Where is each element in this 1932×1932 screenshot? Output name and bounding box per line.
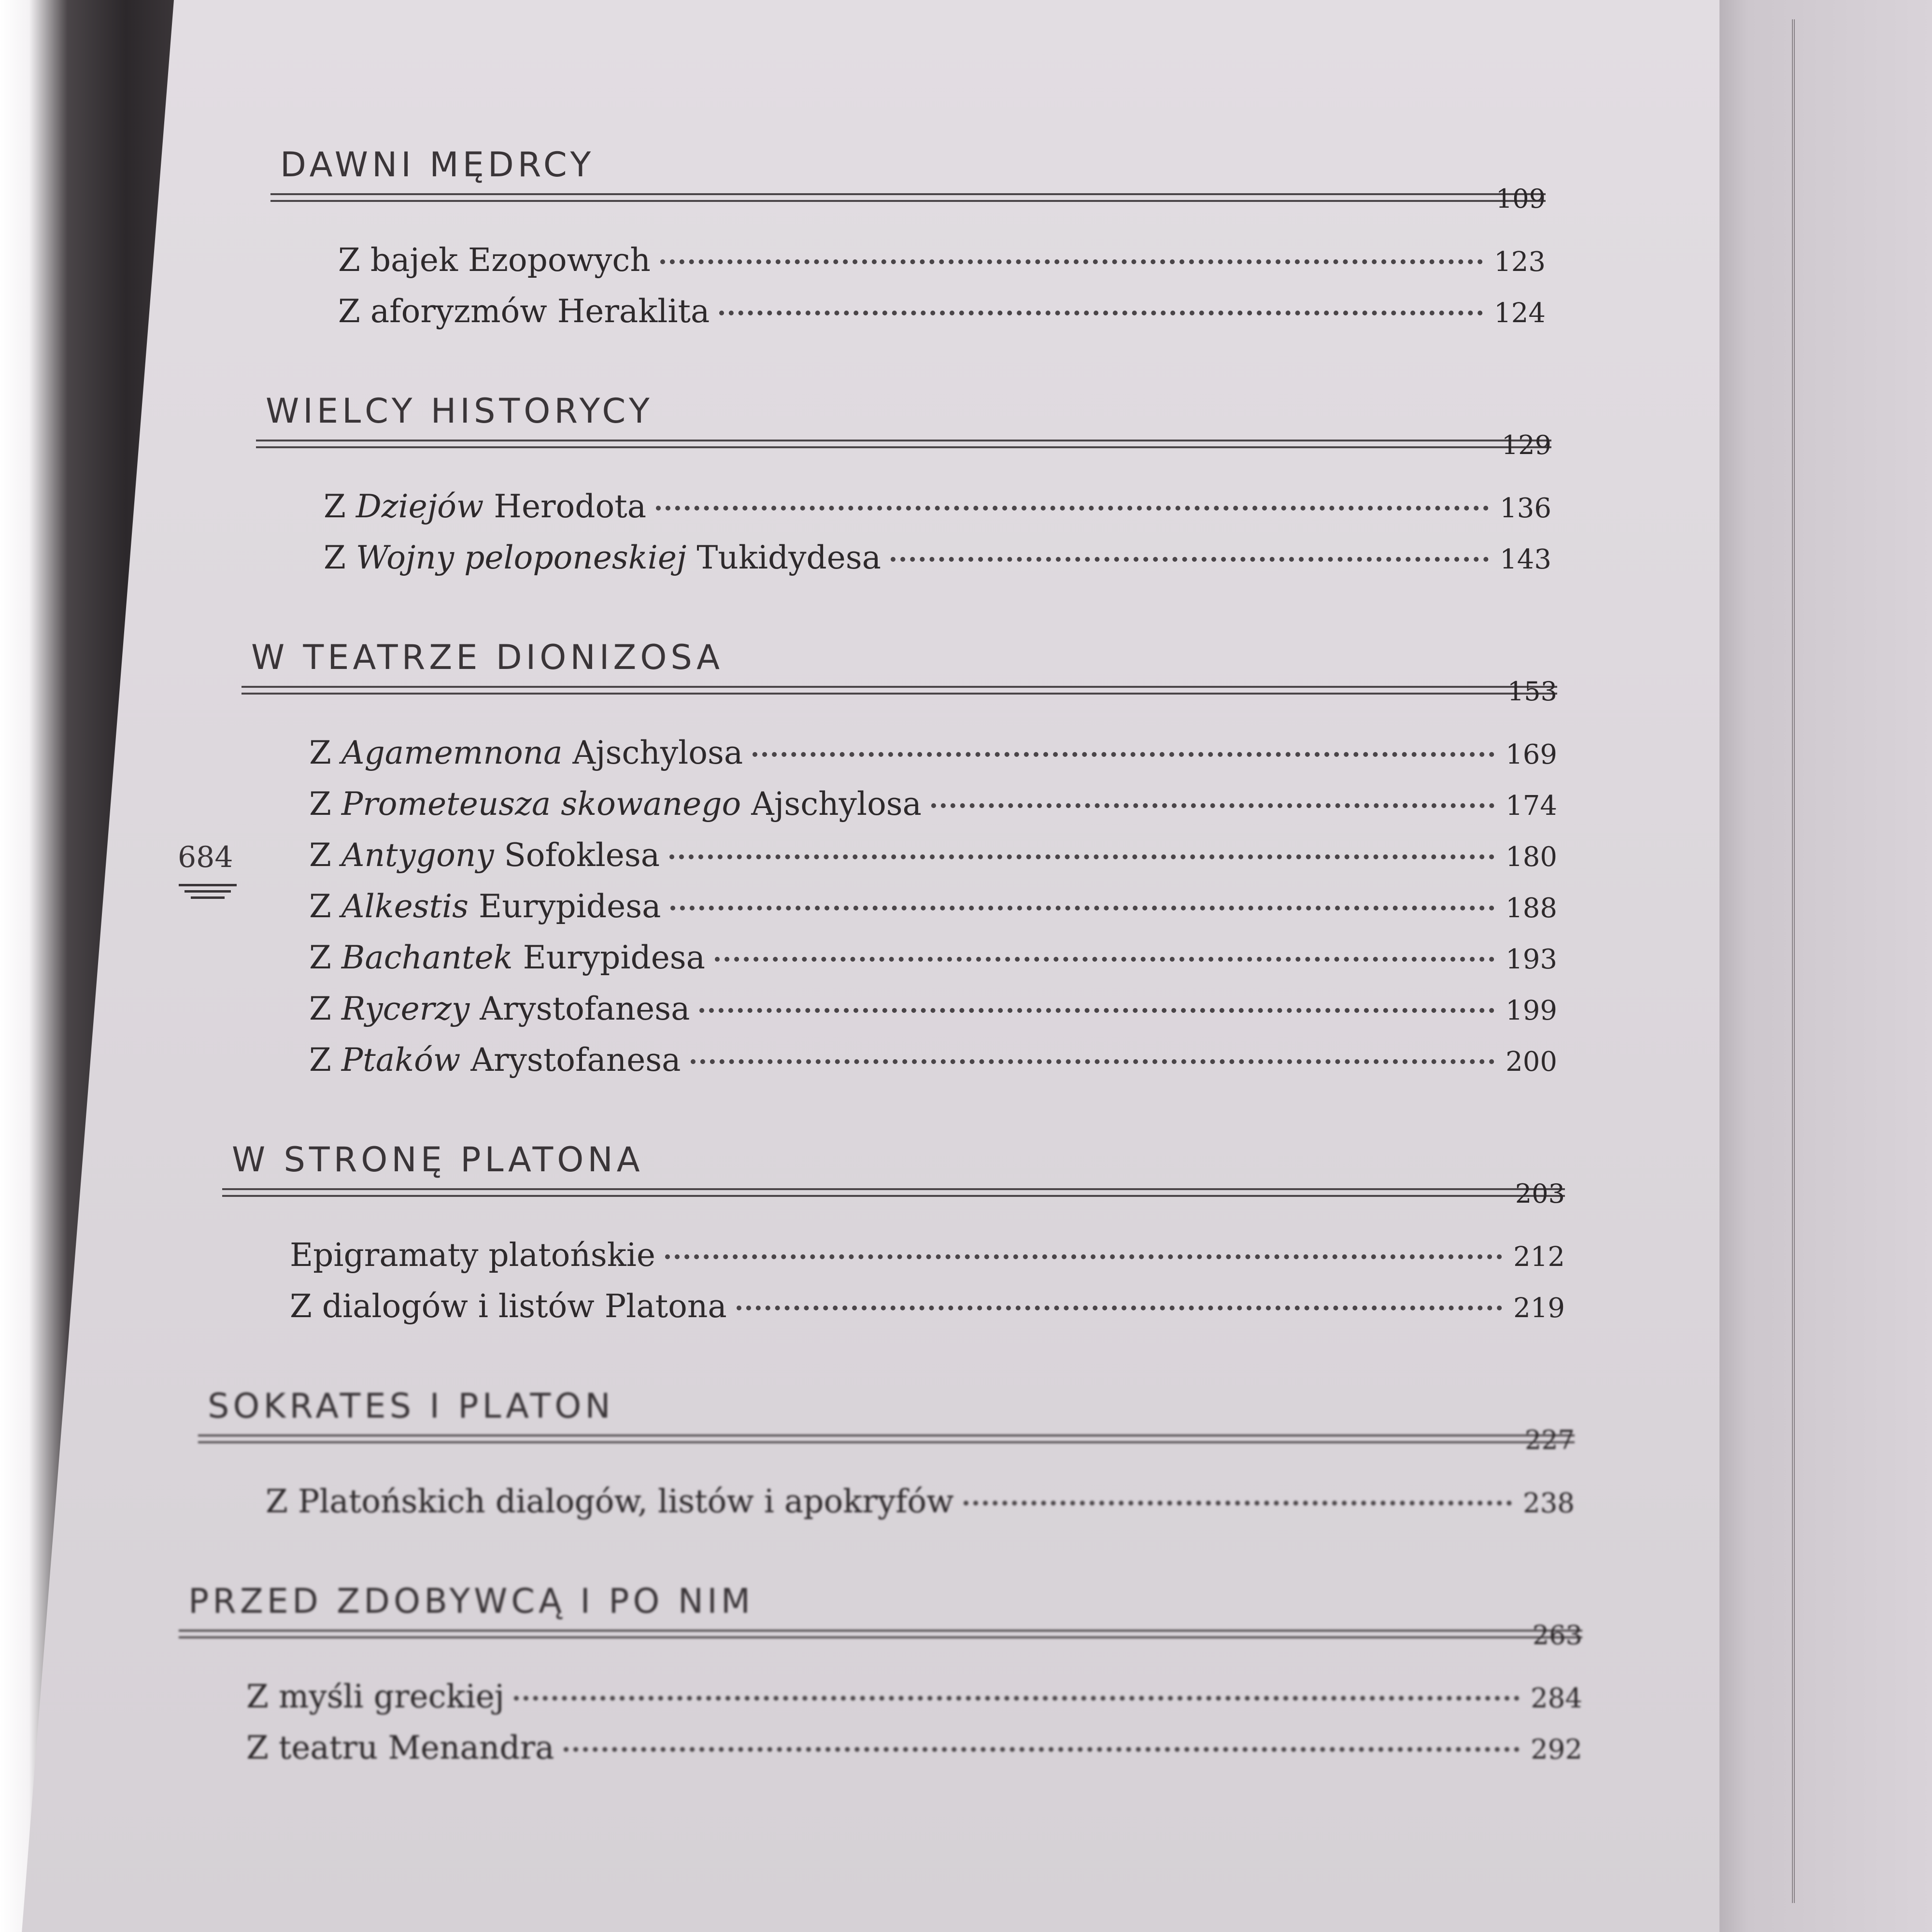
dot-leader [665,1254,1502,1259]
entry-title: Z Platońskich dialogów, listów i apokryfów [266,1483,954,1520]
entry-title: Z Antygony Sofoklesa [309,837,660,874]
page-number: 684 [178,840,233,874]
entry-title: Z Prometeusza skowanego Ajschylosa [309,785,922,823]
section-page-number: 263 [1532,1620,1582,1650]
dot-leader [719,311,1483,315]
dot-leader [660,259,1483,264]
toc-entry[interactable] [290,1282,1565,1333]
entry-page-number: 193 [1506,944,1557,975]
dot-leader [964,1501,1512,1506]
dot-leader [891,557,1489,562]
entry-page-number: 123 [1494,246,1546,278]
entry-list [256,482,1551,584]
entry-title: Z teatru Menandra [246,1729,554,1766]
toc-entry[interactable] [338,236,1546,287]
entry-page-number: 219 [1513,1293,1565,1324]
entry-page-number: 200 [1506,1046,1557,1078]
toc-section [256,391,1551,584]
section-rule [242,686,1557,695]
toc-entry[interactable] [309,882,1557,933]
entry-page-number: 124 [1494,298,1546,329]
entry-title: Epigramaty platońskie [290,1236,655,1274]
entry-title: Z bajek Ezopowych [338,242,651,279]
section-title: SOKRATES I PLATON [208,1386,614,1426]
section-title: W STRONĘ PLATONA [232,1140,644,1179]
entry-list [222,1231,1565,1333]
entry-page-number: 143 [1500,544,1551,575]
toc-entry[interactable] [290,1231,1565,1282]
dot-leader [737,1306,1502,1310]
entry-list [179,1672,1582,1775]
dot-leader [715,957,1494,962]
entry-page-number: 136 [1500,493,1551,524]
entry-title: Z Bachantek Eurypidesa [309,939,705,976]
dot-leader [753,752,1494,757]
entry-page-number: 212 [1513,1241,1565,1273]
entry-title: Z dialogów i listów Platona [290,1288,727,1325]
facing-page-frame [1792,19,1932,1903]
entry-title: Z Wojny peloponeskiej Tukidydesa [324,539,881,576]
section-rule [222,1188,1565,1197]
entry-page-number: 238 [1523,1488,1575,1519]
toc-entry[interactable] [309,984,1557,1036]
toc-entry[interactable] [309,831,1557,882]
entry-title: Z aforyzmów Heraklita [338,293,710,330]
toc-section [222,1140,1565,1333]
dot-leader [931,803,1494,808]
section-rule [198,1435,1575,1443]
section-rule [179,1630,1582,1638]
dot-leader [564,1747,1520,1752]
dot-leader [699,1008,1494,1013]
toc-entry[interactable] [324,482,1551,533]
section-page-number: 129 [1501,430,1551,460]
toc-entry[interactable] [246,1723,1582,1775]
toc-entry[interactable] [266,1477,1575,1528]
dot-leader [691,1059,1494,1064]
toc-entry[interactable] [246,1672,1582,1723]
entry-list [270,236,1546,338]
toc-entry[interactable] [309,780,1557,831]
section-page-number: 203 [1515,1179,1565,1209]
toc-section [179,1581,1582,1775]
section-title: W TEATRZE DIONIZOSA [251,638,724,677]
entry-page-number: 284 [1531,1683,1582,1714]
toc-entry[interactable] [309,933,1557,984]
entry-page-number: 174 [1506,790,1557,822]
toc-entry[interactable] [338,287,1546,338]
dot-leader [669,854,1494,859]
section-rule [256,440,1551,448]
section-page-number: 227 [1524,1425,1575,1455]
entry-title: Z Alkestis Eurypidesa [309,888,661,925]
dot-leader [514,1696,1520,1701]
toc-section [270,145,1546,338]
dot-leader [670,906,1494,910]
dot-leader [656,506,1489,511]
toc-section [198,1386,1575,1528]
entry-page-number: 169 [1506,739,1557,770]
entry-list [242,728,1557,1087]
folio-ornament [174,884,242,903]
entry-title: Z Dziejów Herodota [324,488,647,525]
entry-title: Z Ptaków Arystofanesa [309,1041,681,1079]
toc-section [242,638,1557,1087]
entry-title: Z Rycerzy Arystofanesa [309,990,690,1027]
entry-page-number: 199 [1506,995,1557,1026]
entry-list [198,1477,1575,1528]
facing-page-edge [1719,0,1932,1932]
section-page-number: 109 [1495,184,1546,214]
entry-page-number: 188 [1506,893,1557,924]
toc-entry[interactable] [309,1036,1557,1087]
toc-entry[interactable] [324,533,1551,584]
section-title: PRZED ZDOBYWCĄ I PO NIM [188,1581,754,1621]
entry-title: Z Agamemnona Ajschylosa [309,734,743,771]
section-title: WIELCY HISTORYCY [266,391,653,431]
section-rule [270,193,1546,202]
section-page-number: 153 [1507,676,1557,707]
toc-entry[interactable] [309,728,1557,780]
section-title: DAWNI MĘDRCY [280,145,595,185]
entry-title: Z myśli greckiej [246,1678,505,1715]
entry-page-number: 180 [1506,841,1557,873]
entry-page-number: 292 [1531,1734,1582,1765]
